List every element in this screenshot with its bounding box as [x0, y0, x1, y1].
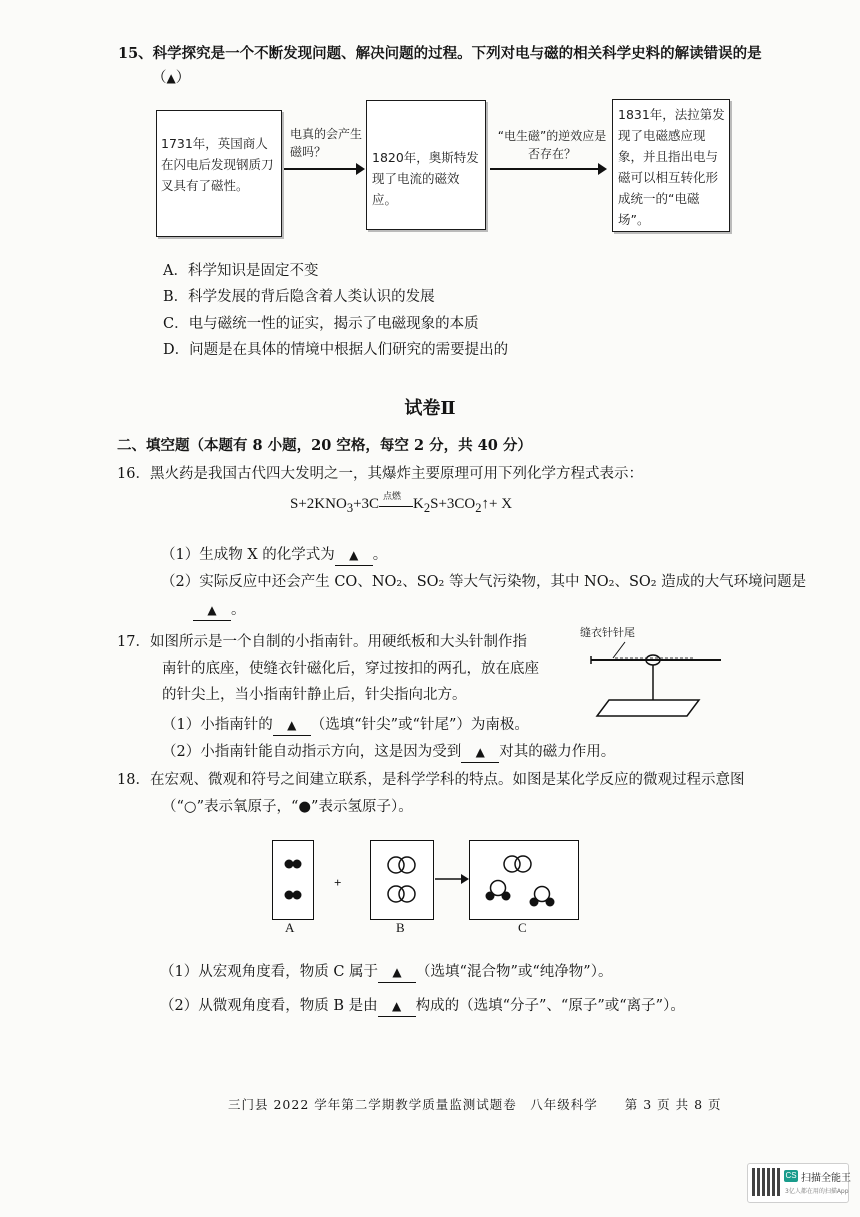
oxygen-molecules-icon	[371, 841, 433, 919]
scanner-watermark	[747, 1163, 849, 1203]
answer-blank[interactable]: ▲	[193, 600, 231, 621]
answer-mark: ▲	[166, 71, 176, 85]
chemical-equation: $S+2KNO_3+3C$ 点燃 $K_2S+3CO_2↑+ X$	[290, 490, 513, 515]
q15-option-b: B．科学发展的背后隐含着人类认识的发展	[163, 289, 435, 305]
q17-line3: 的针尖上，当小指南针静止后，针尖指向北方。	[162, 687, 467, 703]
answer-blank[interactable]: ▲	[461, 742, 499, 763]
arrow-label-1: 电真的会产生磁吗？	[290, 127, 363, 159]
q17-line2: 南针的底座，使缝衣针磁化后，穿过按扣的两孔，放在底座	[162, 661, 539, 677]
q16-sub2-answer: ▲ 。	[193, 600, 246, 621]
hydrogen-molecules-icon	[273, 841, 313, 919]
qr-code-icon	[752, 1168, 780, 1196]
q15-option-a: A．科学知识是固定不变	[163, 263, 319, 279]
q18-sub1: （1）从宏观角度看，物质 C 属于 ▲ （选填“混合物”或“纯净物”）。	[160, 962, 612, 983]
answer-blank[interactable]: ▲	[378, 962, 416, 983]
molecule-box-b	[370, 840, 434, 920]
q15-stem-line1: 15、科学探究是一个不断发现问题、解决问题的过程。下列对电与磁的相关科学史料的解读错误的是	[118, 45, 762, 62]
q17-sub1: （1）小指南针的 ▲ （选填“针尖”或“针尾”）为南极。	[162, 715, 529, 736]
q16-stem: 16．黑火药是我国古代四大发明之一，其爆炸主要原理可用下列化学方程式表示：	[117, 466, 643, 482]
section-heading: 二、填空题（本题有 8 小题，20 空格，每空 2 分，共 40 分）	[117, 437, 532, 454]
answer-blank[interactable]: ▲	[273, 715, 311, 736]
q17-sub2: （2）小指南针能自动指示方向，这是因为受到 ▲ 对其的磁力作用。	[162, 742, 615, 763]
arrow-1	[284, 168, 362, 170]
molecule-box-c	[469, 840, 579, 920]
q17-line1: 17．如图所示是一个自制的小指南针。用硬纸板和大头针制作指	[117, 634, 527, 650]
history-box-1820: 1820年，奥斯特发现了电流的磁效应。	[366, 100, 486, 230]
camscanner-logo-icon: CS	[785, 1171, 797, 1180]
q18-line2: （“○”表示氧原子，“●”表示氢原子）。	[162, 799, 413, 815]
reaction-condition: 点燃	[379, 498, 413, 512]
history-box-1831: 1831年，法拉第发现了电磁感应现象，并且指出电与磁可以相互转化形成统一的“电磁场”。	[612, 99, 730, 232]
label-a: A	[285, 920, 295, 935]
q15-answer-line: （▲）	[152, 70, 191, 86]
q18-line1: 18．在宏观、微观和符号之间建立联系，是科学学科的特点。如图是某化学反应的微观过程示意图	[117, 772, 745, 788]
section-title: 试卷Ⅱ	[404, 398, 456, 419]
label-b: B	[396, 920, 405, 935]
page-footer: 三门县 2022 学年第二学期教学质量监测试题卷 八年级科学 第 3 页 共 8 页	[228, 1097, 722, 1112]
q16-sub2: （2）实际反应中还会产生 CO、NO₂、SO₂ 等大气污染物，其中 NO₂、SO₂ 造成的大气环境问题是	[161, 574, 807, 590]
arrow-head-2	[598, 163, 607, 175]
plus-sign: +	[334, 875, 342, 890]
arrow-label-2: “电生磁”的逆效应是否存在？	[497, 129, 607, 161]
answer-blank[interactable]: ▲	[378, 996, 416, 1017]
q15-option-d: D．问题是在具体的情境中根据人们研究的需要提出的	[163, 342, 509, 358]
molecule-box-a	[272, 840, 314, 920]
q16-sub1: （1）生成物 X 的化学式为 ▲ 。	[161, 545, 387, 566]
q15-option-c: C．电与磁统一性的证实，揭示了电磁现象的本质	[163, 316, 479, 332]
reaction-arrow	[435, 872, 469, 886]
arrow-head-1	[356, 163, 365, 175]
scanner-tagline: 3亿人都在用的扫描App	[785, 1188, 849, 1195]
answer-blank[interactable]: ▲	[335, 545, 373, 566]
scanner-name: 扫描全能王	[801, 1173, 851, 1184]
label-c: C	[518, 920, 527, 935]
compass-figure	[575, 636, 725, 726]
arrow-2	[490, 168, 602, 170]
needle-tail-label: 缝衣针针尾	[580, 626, 635, 639]
mixed-molecules-icon	[470, 841, 578, 919]
q18-sub2: （2）从微观角度看，物质 B 是由 ▲ 构成的（选填“分子”、“原子”或“离子”）。	[160, 996, 685, 1017]
history-box-1731: 1731年，英国商人在闪电后发现钢质刀叉具有了磁性。	[156, 110, 282, 237]
